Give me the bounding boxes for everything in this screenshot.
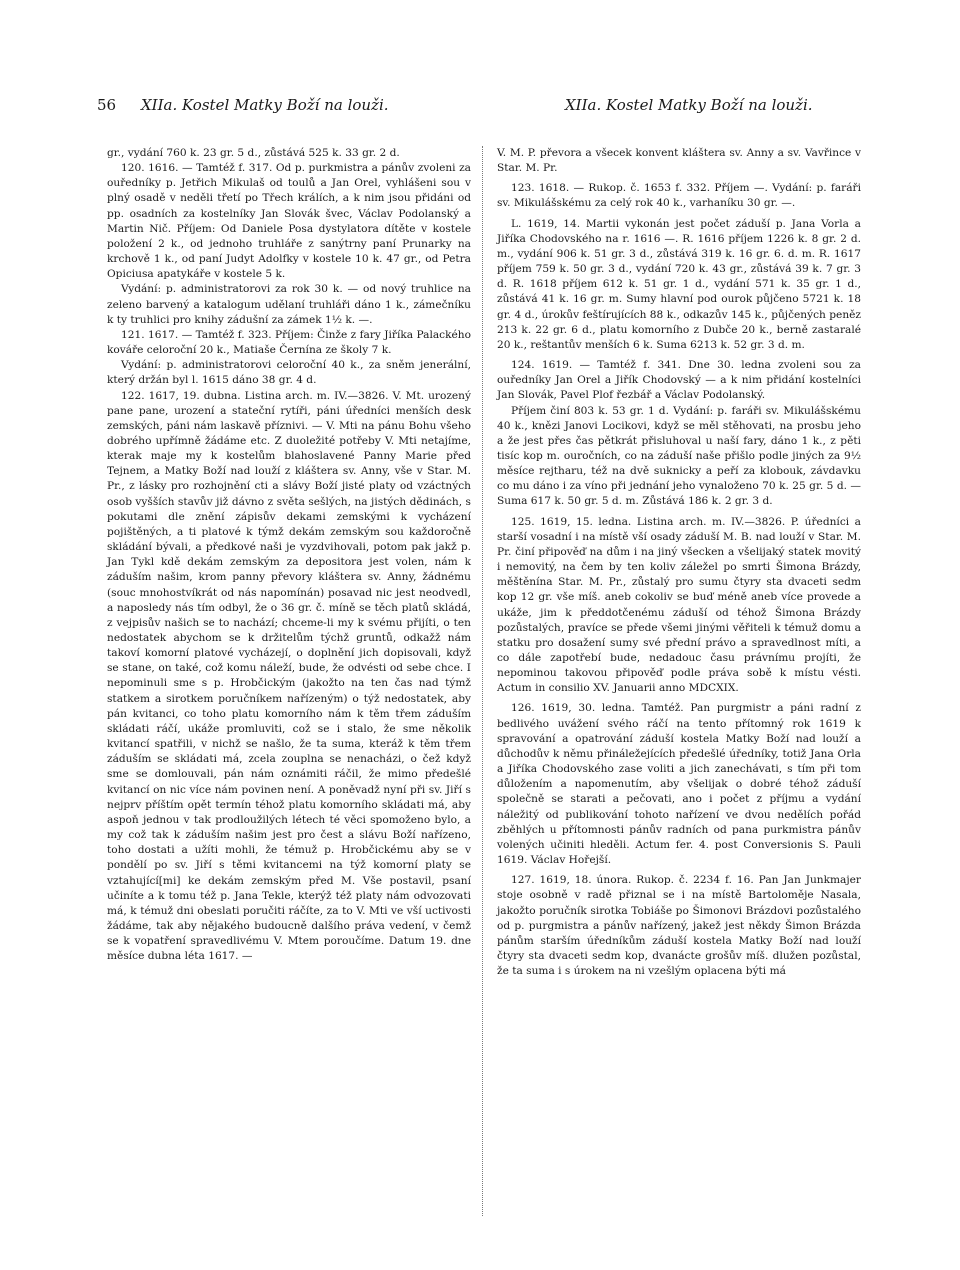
- paragraph: L. 1619, 14. Martii vykonán jest počet záduší p. Jana Vorla a Jiříka Chodovského na r. 1616 —. R. 1616 příjem 1226 k. 8 gr. 2 d. m., vydání 906 k. 51 gr. 3 d., zůstává 319 k. 16 gr. 6. d. m. R. 1617 příjem 759 k. 50 gr. 3 d., vydání 720 k. 43 gr., zůstává 39 k. 7 gr. 3 d. R. 1618 příjem 612 k. 51 gr. 1 d., vydání 571 k. 35 gr. 1 d., zůstává 41 k. 16 gr. m. Sumy hlavní pod ourok půjčeno 5721 k. 18 gr. 4 d., úrokův feštírujících 88 k., odkazův 145 k., půjčených peněz 213 k. 22 gr. 6 d., platu komorního z Dubče 20 k., berně zastaralé 20 k., reštantův menších 6 k. Suma 6213 k. 52 gr. 3 d. m.: [497, 217, 861, 351]
- column-divider: [482, 146, 483, 1216]
- paragraph: 123. 1618. — Rukop. č. 1653 f. 332. Příjem —. Vydání: p. faráři sv. Mikulášskému za celý rok 40 k., varhaníku 30 gr. —.: [497, 182, 861, 210]
- paragraph: 120. 1616. — Tamtéž f. 317. Od p. purkmistra a pánův zvoleni za ouředníky p. Jetřich Mikulaš od toulů a Jan Orel, vyhlášeni sou v plný osadě v neděli třetí po Třech králích, a k nim jsou přidáni od pp. osadních za kostelníky Jan Slovák švec, Václav Podolanský a Martin Nič. Příjem: Od Daniele Posa dystylatora dítěte v kostele položení 2 k., od jednoho truhláře z sanýtrny paní Prunarky na krchově 1 k., od paní Judyt Adolfky v kostele 10 k. 47 gr., od Petra Opiciusa apatykáře v kostele 5 k.: [107, 162, 471, 281]
- page-header: [97, 96, 857, 118]
- paragraph: V. M. P. převora a všecek konvent kláštera sv. Anny a sv. Vavřince v Star. M. Pr.: [497, 147, 861, 175]
- running-title-left: XIIa. Kostel Matky Boží na louži.: [141, 96, 389, 114]
- left-column: [107, 146, 471, 964]
- paragraph: gr., vydání 760 k. 23 gr. 5 d., zůstává 525 k. 33 gr. 2 d.: [107, 147, 400, 159]
- paragraph: 125. 1619, 15. ledna. Listina arch. m. IV.—3826. P. úředníci a starší vosadní i na místě vší osady záduší M. B. nad louží v Star. M. Pr. činí připověď na dům i na jiný všecken a všelijaký statek movitý i nemovitý, na čem by ten koliv záležel po smrti Šimona Brázdy, měštěnína Star. M. Pr., zůstalý pro sumu čtyry sta dvaceti sedm kop 12 gr. vše míš. aneb cokoliv se buď méně aneb více provede a ukáže, jim k předdotčenému záduší od téhož Šimona Brázdy pozůstalých, pravíce se přede všemi jinými věřiteli k témuž domu a statku pro dosažení sumy své přední právo a spravedlnost míti, a co dále zapotřebí bude, nedadouc času právnímu projíti, že nepominou takovou připověď podle práva sobě k místu vésti. Actum in consilio XV. Januarii anno MDCXIX.: [497, 515, 861, 695]
- paragraph: Vydání: p. administratorovi celoroční 40 k., za sněm jenerální, který držán byl l. 1615 dáno 38 gr. 4 d.: [107, 359, 471, 387]
- paragraph: Vydání: p. administratorovi za rok 30 k. — od nový truhlice na zeleno barvený a katalogum udělaní truhláři dáno 1 k., zámečníku k ty truhlici pro knihy zádušní za zámek 1½ k. —.: [107, 283, 471, 326]
- paragraph: 122. 1617, 19. dubna. Listina arch. m. IV.—3826. V. Mt. urozený pane pane, urození a stateční rytíři, páni úředníci menších desk zemských, páni nám laskavě příznivi. — V. Mti na pánu Bohu všeho dobrého upřímně žádáme etc. Z duoležité potřeby V. Mti netajíme, kterak maje my k kostelům blahoslavené Panny Marie před Tejnem, a Matky Boží nad louží z kláštera sv. Anny, vše v Star. M. Pr., z lásky pro rozhojnění cti a slávy Boží jisté platy od vzáctných osob vyšších stavův již dávno z světa sešlých, na jistých dědinách, s pokutami dle znění zápisův dekami zemskými k vycházení pojištěných, a ti platové k týmž dekám zemským sou každoročně skládání bývali, a předkové naši je vyzdvihovali, potom pak jakž p. Jan Tykl kdě dekám zemským za depositora jest volen, nám k záduším našim, krom panny převory kláštera sv. Anny, žádnému (souc mnohostvíkrát od nás napomínán) posavad nic jest neodvedl, a naposledy nás tím odbyl, že o 36 gr. č. míně se těch platů skládá, z vejpisův našich se to nachází; chceme-li my k svému přijíti, o ten nedostatek abychom se k držitelům týchž gruntů, odkažž nám takoví komorní platové vycházejí, o doplnění jich dopisovali, když se stane, on také, což komu náleží, bude, že odvésti od sebe chce. I nepominuli sme s p. Hrobčickým (jakožto na ten čas nad týmž statkem a sirotkem poručníkem nařízeným) o týž nedostatek, aby pán kvitanci, co toho platu komorního nám k těm třem záduším skládati ráčí, ukáže promluviti, což se i stalo, že sme několik kvitancí spatřili, v nichž se našlo, že ta suma, kteráž k těm třem záduším se skládati má, zcela zouplna se nenacházi, o čež když sme se domlouvali, pán nám oznámiti ráčil, že mimo předešlé kvitancí on nic více nám povinen není. A poněvadž nyní při sv. Jiří s nejprv příštím opět termín téhož platu komorního skládati má, aby aspoň jednou v tak prodloužilých létech té věci spomoženo bylo, a my což tak k záduším našim jest pro čest a slávu Boží nařízeno, toho dostati a užíti mohli, že témuž p. Hrobčickému aby se v pondělí po sv. Jiří s těmi kvitancemi na týž komorní platy se vztahující[mi] ke dekám zemským před M. Vše postavil, psaní učiníte a k tomu též p. Jana Tekle, kterýž též platy nám odvozovati má, k témuž dni obeslati poručiti ráčíte, za to V. Mti ve vší uctivosti žádáme, tak aby nějakého budoucně dalšího práva vedení, v čemž se k vopatření spravedlivému V. Mtem poroučíme. Datum 19. dne měsíce dubna léta 1617. —: [107, 389, 471, 963]
- paragraph: 127. 1619, 18. února. Rukop. č. 2234 f. 16. Pan Jan Junkmajer stoje osobně v radě přiznal se i na místě Bartoloměje Nasala, jakožto poručník sirotka Tobiáše po Šimonovi Brázdovi pozůstalého od p. purgmistra a pánův nařízený, jakež jest někdy Šimon Brázda pánům starším úředníkům záduší kostela Matky Boží nad louží čtyry sta dvaceti sedm kop, dvanácte grošův míš. dlužen pozůstal, že ta suma i s úrokem na ni vzešlým oplacena býti má: [497, 874, 861, 978]
- right-column: [497, 146, 861, 979]
- paragraph: 126. 1619, 30. ledna. Tamtéž. Pan purgmistr a páni radní z bedlivého uvážení svého ráčí na tento přítomný rok 1619 k spravování a opatrování záduší kostela Matky Boží nad louží a důchodův k němu přináležejících předešlé úředníky, totiž Jana Orla a Jiříka Chodovského zase voliti a jich zanechávati, s tím při tom důložením a napomenutím, aby všelijak o dobré téhož záduší společně se starati a pečovati, ano i počet z příjmu a vydání náležitý od publikování tohoto nařízení ve dvou nedělích pořád zběhlých u přítomnosti pánův radních od pana purkmistra pánův volených učiniti hleděli. Actum fer. 4. post Conversionis S. Pauli 1619. Václav Hořejší.: [497, 702, 861, 867]
- paragraph: Příjem činí 803 k. 53 gr. 1 d. Vydání: p. faráři sv. Mikulášskému 40 k., knězi Janovi Locikovi, když se měl stěhovati, na prosbu jeho a že jest přes čas pětkrát přisluhoval u naší fary, dáno 1 k., z pěti tisíc kop m. ouročních, co na záduší naše přišlo podle jiných za 9½ měsíce rejtharu, též na dvě suknicky a peří za klobouk, závdavku co mu dáno i za víno při jednání jeho vynaloženo 70 k. 25 gr. 5 d. — Suma 617 k. 50 gr. 5 d. m. Zůstává 186 k. 2 gr. 3 d.: [497, 404, 861, 508]
- page-number: 56: [97, 96, 117, 114]
- paragraph: 124. 1619. — Tamtéž f. 341. Dne 30. ledna zvoleni sou za ouředníky Jan Orel a Jiřík Chodovský — a k nim přidání kostelníci Jan Slovák, Pavel Plof řezbář a Václav Podolanský.: [497, 359, 861, 402]
- running-title-right: XIIa. Kostel Matky Boží na louži.: [565, 96, 813, 114]
- paragraph: 121. 1617. — Tamtéž f. 323. Příjem: Činže z fary Jiříka Palackého kováře celoroční 20 k., Matiaše Černína ze školy 7 k.: [107, 328, 471, 357]
